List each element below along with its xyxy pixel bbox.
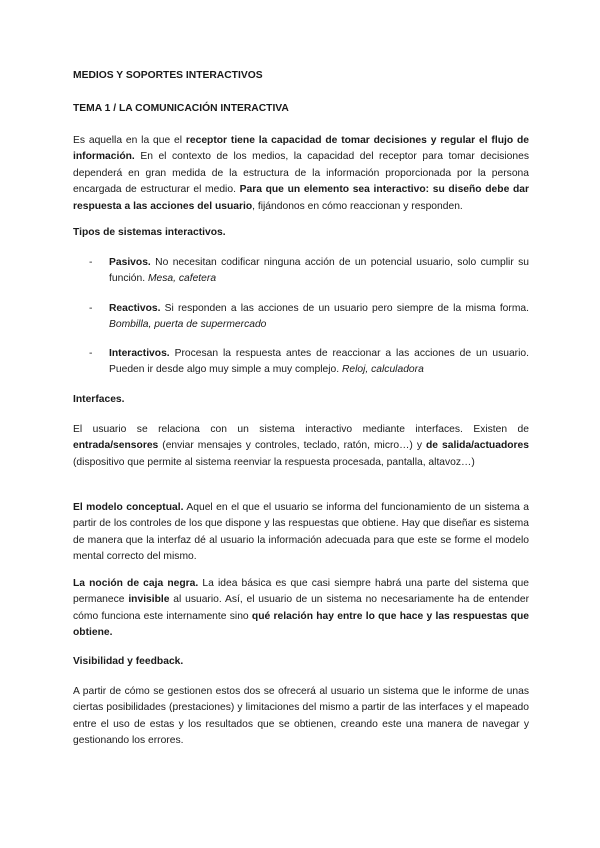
blackbox-bold-1: La noción de caja negra. [73,578,199,589]
type-description: Procesan la respuesta antes de reaccionar a las acciones de un usuario. Pueden ir desde algo muy simple a muy complejo. [109,348,529,376]
interfaces-paragraph [73,422,529,471]
type-name: Pasivos. [109,257,151,268]
model-text: Aquel en el que el usuario se informa del funcionamiento de un sistema a partir de los controles de los que dispone y las respuestas que obtiene. Hay que diseñar es sistema de manera que la interfaz dé al usuario la información adecuada para que este se forme el modelo mental correcto del mismo. [73,502,529,563]
topic-heading: TEMA 1 / LA COMUNICACIÓN INTERACTIVA [73,103,289,114]
visibility-paragraph: A partir de cómo se gestionen estos dos se ofrecerá al usuario un sistema que le informe de unas ciertas posibilidades (prestaciones) y limitaciones del mismo a partir de las interfaces y el mapeado entre el uso de estas y los resultados que se obtienen, creando este una manera de navegar y gestionando los errores. [73,686,529,747]
list-dash: - [89,303,93,314]
list-item-text [109,255,529,288]
blackbox-text-2: al usuario. Así, el usuario de un sistema no necesariamente ha de entender cómo funciona este internamente sino [73,594,529,622]
list-dash: - [89,348,93,359]
list-item-text [109,301,529,334]
interfaces-bold-1: entrada/sensores [73,440,159,452]
intro-bold-2: Para que un elemento sea interactivo: su diseño debe dar respuesta a las acciones del usuario [73,184,529,212]
list-dash: - [89,257,93,268]
model-bold: El modelo conceptual. [73,502,184,513]
document-title: MEDIOS Y SOPORTES INTERACTIVOS [73,70,263,81]
blackbox-paragraph [73,576,529,642]
blackbox-bold-2: invisible [128,594,170,606]
blackbox-bold-3: qué relación hay entre lo que hace y las respuestas que obtiene. [73,610,529,639]
intro-bold-1: receptor tiene la capacidad de tomar decisiones y regular el flujo de información. [73,135,529,163]
intro-text-2: En el contexto de los medios, la capacidad del receptor para tomar decisiones dependerá en gran medida de la estructura de la información proporcionada por la persona encargada de estructurar el medio. [73,151,529,196]
types-heading: Tipos de sistemas interactivos. [73,227,226,238]
interfaces-heading: Interfaces. [73,394,125,405]
type-description: Si responden a las acciones de un usuario pero siempre de la misma forma. [160,303,529,314]
interfaces-text-1: El usuario se relaciona con un sistema interactivo mediante interfaces. Existen de [73,424,529,435]
list-item-text [109,346,529,379]
interfaces-text-2: (enviar mensajes y controles, teclado, ratón, micro…) y [158,440,426,452]
interfaces-text-3: (dispositivo que permite al sistema reenviar la respuesta procesada, pantalla, altavoz…) [73,456,475,468]
type-examples: Bombilla, puerta de supermercado [109,319,267,331]
blackbox-text-1: La idea básica es que casi siempre habrá una parte del sistema que permanece [73,578,529,606]
type-name: Interactivos. [109,348,170,359]
interfaces-bold-2: de salida/actuadores [425,440,529,452]
type-examples: Reloj, calculadora [341,364,424,376]
type-name: Reactivos. [109,303,161,314]
intro-paragraph [73,133,529,215]
type-description: No necesitan codificar ninguna acción de un potencial usuario, solo cumplir su función. [109,257,529,285]
intro-text-1: Es aquella en la que el [73,135,186,146]
visibility-heading: Visibilidad y feedback. [73,656,184,667]
type-examples: Mesa, cafetera [147,273,217,285]
intro-text-3: , fijándonos en cómo reaccionan y responden. [252,200,463,212]
model-paragraph [73,500,529,566]
